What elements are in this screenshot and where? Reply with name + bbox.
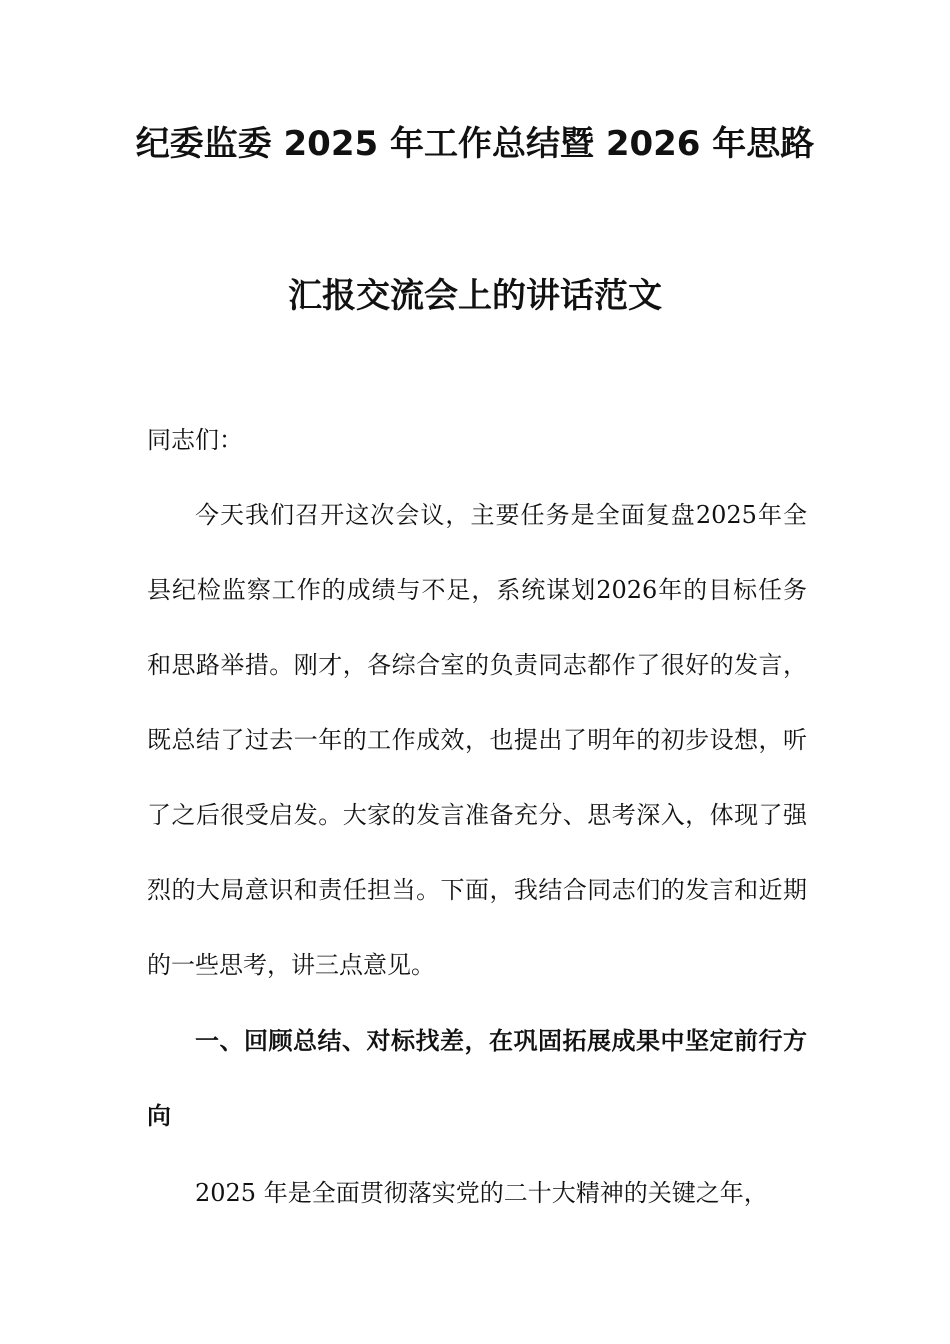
salutation: 同志们： — [147, 426, 243, 454]
section-1-heading: 一、回顾总结、对标找差，在巩固拓展成果中坚定前行方向 — [147, 1026, 807, 1130]
section-1-paragraph: 2025 年是全面贯彻落实党的二十大精神的关键之年， — [195, 1179, 768, 1207]
document-title-line-1: 纪委监委 2025 年工作总结暨 2026 年思路 — [135, 124, 815, 164]
document-title-line-2: 汇报交流会上的讲话范文 — [288, 276, 662, 316]
intro-paragraph: 今天我们召开这次会议，主要任务是全面复盘2025年全县纪检监察工作的成绩与不足，系统谋划2026年的目标任务和思路举措。刚才，各综合室的负责同志都作了很好的发言，既总结了过去一年的工作成效，也提出了明年的初步设想，听了之后很受启发。大家的发言准备充分、思考深入，体现了强烈的大局意识和责任担当。下面，我结合同志们的发言和近期的一些思考，讲三点意见。 — [147, 501, 807, 979]
